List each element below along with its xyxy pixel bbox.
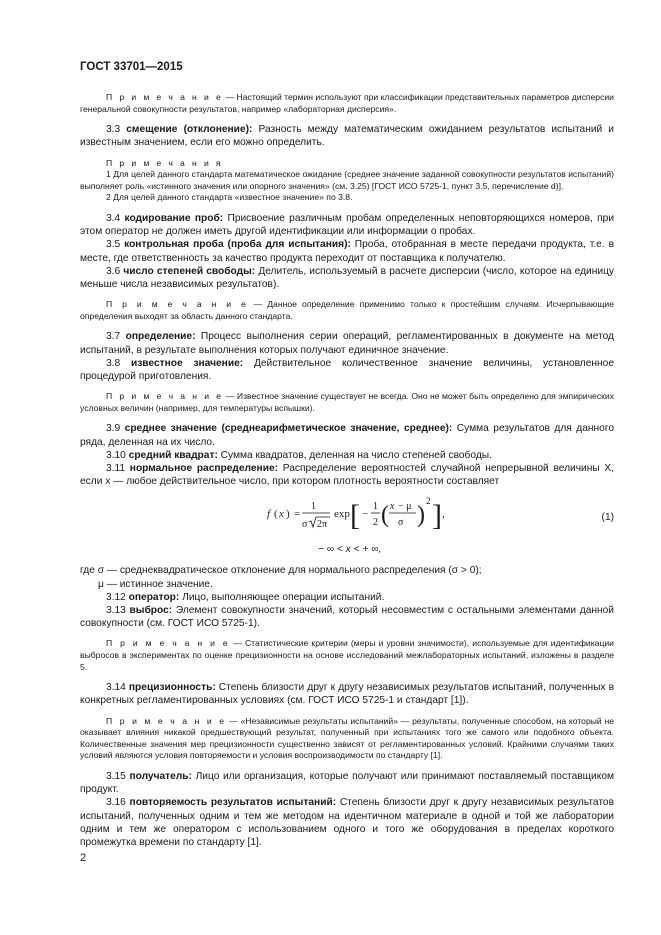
svg-text:2π: 2π <box>317 519 328 531</box>
note-paragraph: П р и м е ч а н и е — Известное значение существует не всегда. Оно не может быть определено для эмпирических условных величин (например, для температуры вспышки). <box>80 391 614 413</box>
svg-text:1: 1 <box>373 501 378 513</box>
standard-header: ГОСТ 33701—2015 <box>80 61 183 73</box>
note-paragraph: П р и м е ч а н и е — «Независимые результаты испытаний» — результаты, полученные способом, на который не оказывает влияния никакой предшествующий результат, полученный при испытаниях того же самого или подобного объекта. Количественные значения мер прецизионности существенно зависят от регламентированных условий. Крайними случаями таких условий являются условия повторяемости и условия воспроизводимости по стандарту [1]. <box>80 715 614 761</box>
term-3-16: 3.16 повторяемость результатов испытаний: Степень близости друг к другу независимых результатов испытаний, полученных одним и тем же методом на идентичном материале в одной и той же лаборатории одним и тем же оператором с использованием одного и того же оборудования в пределах короткого промежутка времени по стандарту [1]. <box>80 797 614 848</box>
svg-text:]: ] <box>432 499 442 533</box>
svg-text:x: x <box>390 501 395 513</box>
term-3-9: 3.9 среднее значение (среднеарифметическое значение, среднее): Сумма результатов для данного ряда, деленная на их число. <box>80 423 614 448</box>
term-3-7: 3.7 определение: Процесс выполнения серии операций, регламентированных в документе на метод испытаний, в результате выполнения которых получают единичное значение. <box>80 331 614 356</box>
svg-text:): ) <box>286 508 290 521</box>
svg-text:,: , <box>442 508 445 521</box>
note-paragraph: П р и м е ч а н и е — Статистические критерии (меры и уровни значимости), используемые для идентификации выбросов в экспериментах по оценке прецизионности на основе исследований межлабораторных испытаний, изложены в разделе 5. <box>80 638 614 672</box>
svg-text:=: = <box>294 508 301 521</box>
svg-text:1: 1 <box>311 501 316 513</box>
term-3-5: 3.5 контрольная проба (проба для испытания): Проба, отобранная в месте передачи продукта, т.е. в месте, где ответственность за качество продукта переходит от поставщика к получателю. <box>80 239 614 264</box>
svg-text:2: 2 <box>426 496 431 507</box>
svg-text:x: x <box>279 508 284 521</box>
svg-text:[: [ <box>350 499 360 533</box>
note-paragraph: П р и м е ч а н и е — Настоящий термин используют при классификации представительных параметров дисперсии генеральной совокупности результатов, например «лабораторная дисперсия». <box>80 92 614 114</box>
term-3-8: 3.8 известное значение: Действительное количественное значение величины, установленное процедурой приготовления. <box>80 357 614 382</box>
svg-text:f: f <box>267 508 271 521</box>
term-3-15: 3.15 получатель: Лицо или организация, которые получают или принимают поставляемый поставщиком продукт. <box>80 770 614 796</box>
svg-text:σ: σ <box>398 517 404 529</box>
svg-text:2: 2 <box>373 517 378 529</box>
formula-range: − ∞ < x < + ∞, <box>318 544 382 556</box>
note-item: 1 Для целей данного стандарта математическое ожидание (среднее значение заданной совокупности результатов испытаний) выполняет роль «истинного значения или опорного значения» (см. 3.25) [ГОСТ ИСО 5725-1, пункт 3.5, перечисление d)]. <box>80 169 614 191</box>
term-3-6: 3.6 число степеней свободы: Делитель, используемый в расчете дисперсии (число, которое на единицу меньше числа независимых результатов). <box>80 265 614 290</box>
normal-distribution-formula <box>80 492 614 562</box>
term-3-12: 3.12 оператор: Лицо, выполняющее операции испытаний. <box>106 591 385 603</box>
formula-number: (1) <box>601 512 614 524</box>
svg-text:− μ: − μ <box>398 501 412 513</box>
term-3-3: 3.3 смещение (отклонение): Разность между математическим ожиданием результатов испытаний и известным значением, если его можно определить. <box>80 124 614 149</box>
svg-text:(: ( <box>274 508 278 521</box>
term-3-13: 3.13 выброс: Элемент совокупности значений, который несовместим с остальными элементами данной совокупности (см. ГОСТ ИСО 5725-1). <box>80 605 614 630</box>
note-item: 2 Для целей данного стандарта «известное значение» по 3.8. <box>106 192 353 203</box>
svg-text:): ) <box>417 502 425 529</box>
term-3-10: 3.10 средний квадрат: Сумма квадратов, деленная на число степеней свободы. <box>106 449 492 461</box>
term-3-4: 3.4 кодирование проб: Присвоение различным пробам определенных неповторяющихся номеров, при этом оператор не должен иметь другой идентификации или информации о пробах. <box>80 212 615 238</box>
notes-heading: П р и м е ч а н и я <box>106 157 223 168</box>
note-paragraph: П р и м е ч а н и е — Данное определение применимо только к простейшим случаям. Исчерпывающие определения выходят за область данного стандарта. <box>80 299 614 321</box>
term-3-11: 3.11 нормальное распределение: Распределение вероятностей случайной непрерывной величины X, если x — любое действительное число, при котором плотность вероятности составляет <box>80 462 614 488</box>
document-body <box>80 92 614 849</box>
where-clause: μ — истинное значение. <box>98 578 213 590</box>
where-clause: где σ — среднеквадратическое отклонение для нормального распределения (σ > 0); <box>80 565 482 577</box>
svg-text:−: − <box>362 508 369 521</box>
svg-text:(: ( <box>381 502 389 529</box>
term-3-14: 3.14 прецизионность: Степень близости друг к другу независимых результатов испытаний, полученных в конкретных регламентированных условиях (см. ГОСТ ИСО 5725-1 и стандарт [1]). <box>80 682 614 707</box>
svg-text:σ: σ <box>302 519 308 531</box>
svg-text:exp: exp <box>334 508 350 521</box>
page-number: 2 <box>80 852 87 864</box>
